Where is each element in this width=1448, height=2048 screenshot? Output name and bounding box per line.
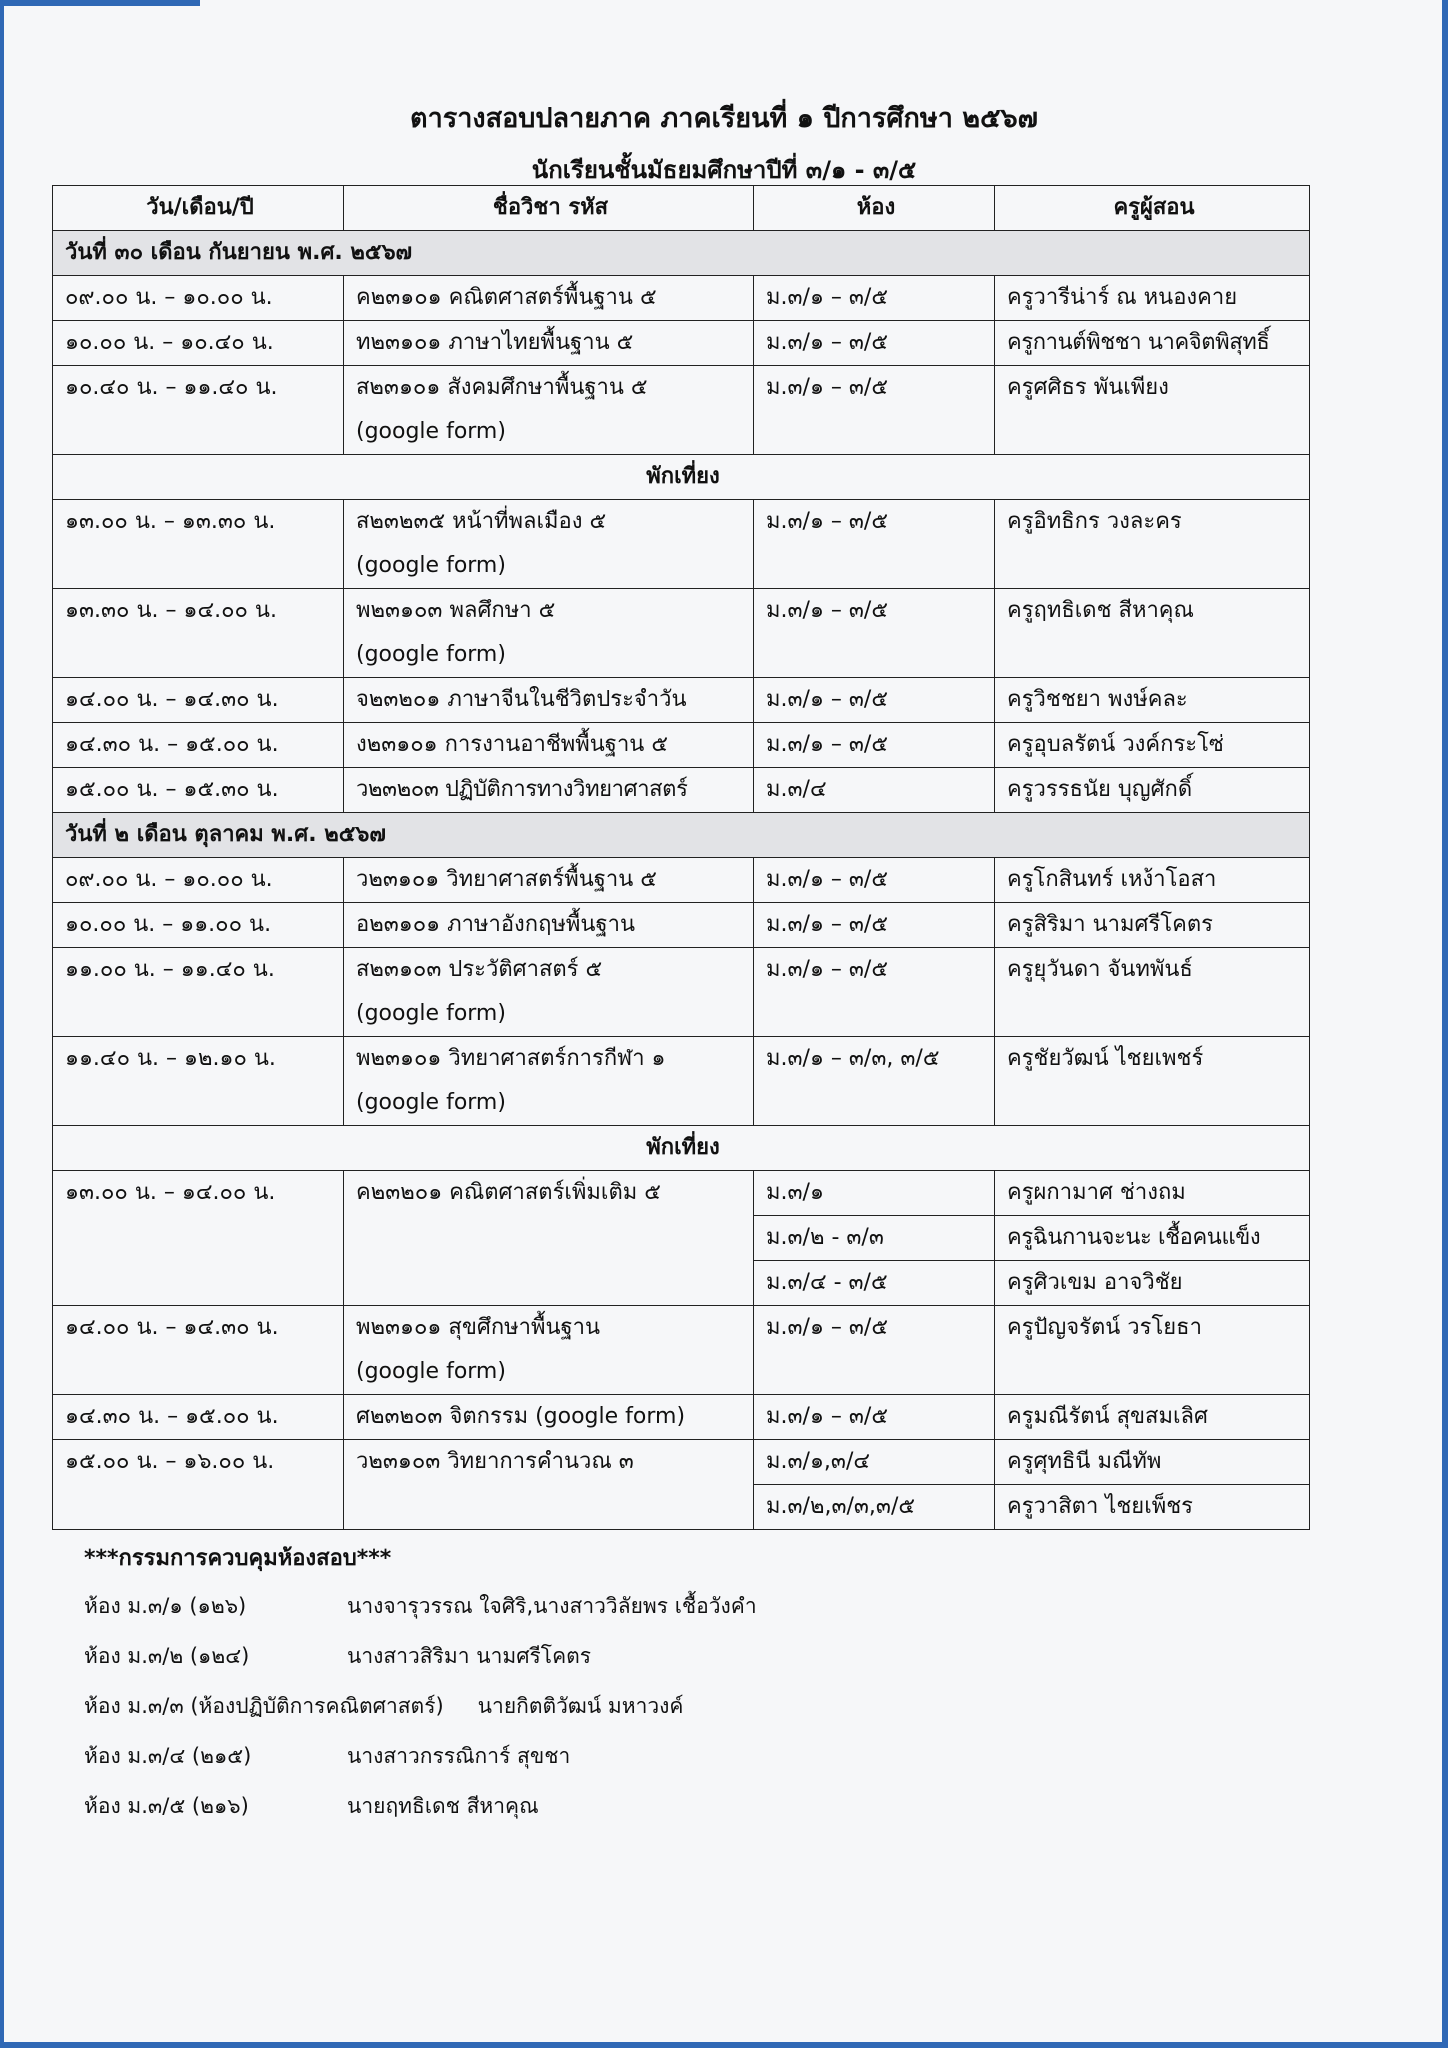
exam-format-note: (google form) <box>356 553 506 578</box>
exam-room: ม.๓/๑ – ๓/๕ <box>754 500 995 589</box>
table-row <box>53 500 1310 589</box>
exam-time: ๑๓.๓๐ น. – ๑๔.๐๐ น. <box>53 589 344 678</box>
exam-teacher: ครูยุวันดา จันทพันธ์ <box>995 948 1310 1037</box>
page-title: ตารางสอบปลายภาค ภาคเรียนที่ ๑ ปีการศึกษา ๒๕๖๗ <box>410 103 1038 134</box>
table-row <box>53 768 1310 813</box>
exam-room: ม.๓/๑ – ๓/๕ <box>754 678 995 723</box>
exam-room: ม.๓/๑ – ๓/๕ <box>754 589 995 678</box>
exam-room: ม.๓/๑ – ๓/๕ <box>754 276 995 321</box>
exam-subject: จ๒๓๒๐๑ ภาษาจีนในชีวิตประจำวัน <box>344 678 754 723</box>
scan-edge-right <box>1442 0 1448 2048</box>
exam-room: ม.๓/๑,๓/๔ <box>754 1440 995 1485</box>
exam-subject: ส๒๓๑๐๑ สังคมศึกษาพื้นฐาน ๕ <box>356 375 648 400</box>
exam-subject: ว๒๓๑๐๓ วิทยาการคำนวณ ๓ <box>344 1440 754 1530</box>
lunch-break-label: พักเที่ยง <box>53 455 1310 500</box>
exam-teacher: ครูวิชชยา พงษ์คละ <box>995 678 1310 723</box>
table-row <box>53 1306 1310 1395</box>
exam-teacher: ครูโกสินทร์ เหง้าโอสา <box>995 858 1310 903</box>
exam-teacher: ครูอุบลรัตน์ วงค์กระโซ่ <box>995 723 1310 768</box>
column-header-room: ห้อง <box>754 186 995 231</box>
proctor-row <box>84 1640 591 1673</box>
exam-teacher: ครูศุทธินี มณีทัพ <box>995 1440 1310 1485</box>
column-header-date: วัน/เดือน/ปี <box>53 186 344 231</box>
exam-teacher: ครูอิทธิกร วงละคร <box>995 500 1310 589</box>
exam-subject-cell <box>344 1306 754 1395</box>
scan-edge-left <box>0 0 4 2048</box>
exam-time: ๑๔.๓๐ น. – ๑๕.๐๐ น. <box>53 723 344 768</box>
proctor-room: ห้อง ม.๓/๒ (๑๒๔) <box>84 1644 250 1668</box>
date-row-day1 <box>53 231 1310 276</box>
proctor-row <box>84 1790 539 1823</box>
exam-subject: ง๒๓๑๐๑ การงานอาชีพพื้นฐาน ๕ <box>344 723 754 768</box>
exam-time: ๐๙.๐๐ น. – ๑๐.๐๐ น. <box>53 276 344 321</box>
exam-format-note: (google form) <box>356 1001 506 1026</box>
exam-subject: พ๒๓๑๐๑ สุขศึกษาพื้นฐาน <box>356 1315 601 1340</box>
table-row <box>53 723 1310 768</box>
exam-subject-cell <box>344 1037 754 1126</box>
table-row <box>53 948 1310 1037</box>
page-subtitle: นักเรียนชั้นมัธยมศึกษาปีที่ ๓/๑ - ๓/๕ <box>531 156 917 184</box>
proctor-room: ห้อง ม.๓/๑ (๑๒๖) <box>84 1594 247 1618</box>
exam-subject: ส๒๓๑๐๓ ประวัติศาสตร์ ๕ <box>356 957 603 982</box>
exam-time: ๑๑.๐๐ น. – ๑๑.๔๐ น. <box>53 948 344 1037</box>
exam-format-note: (google form) <box>356 1090 506 1115</box>
table-row <box>53 321 1310 366</box>
exam-subject: ท๒๓๑๐๑ ภาษาไทยพื้นฐาน ๕ <box>344 321 754 366</box>
exam-room: ม.๓/๑ – ๓/๕ <box>754 723 995 768</box>
table-row <box>53 678 1310 723</box>
date-label: วันที่ ๓๐ เดือน กันยายน พ.ศ. ๒๕๖๗ <box>53 231 1310 276</box>
lunch-break-row <box>53 455 1310 500</box>
proctor-room: ห้อง ม.๓/๓ (ห้องปฏิบัติการคณิตศาสตร์) <box>84 1694 444 1718</box>
exam-teacher: ครูศศิธร พันเพียง <box>995 366 1310 455</box>
exam-subject-cell <box>344 589 754 678</box>
exam-subject-cell <box>344 500 754 589</box>
exam-time: ๑๓.๐๐ น. – ๑๓.๓๐ น. <box>53 500 344 589</box>
exam-time: ๑๑.๔๐ น. – ๑๒.๑๐ น. <box>53 1037 344 1126</box>
exam-room: ม.๓/๔ - ๓/๕ <box>754 1261 995 1306</box>
exam-teacher: ครูฤทธิเดช สีหาคุณ <box>995 589 1310 678</box>
exam-room: ม.๓/๑ – ๓/๕ <box>754 366 995 455</box>
exam-teacher: ครูมณีรัตน์ สุขสมเลิศ <box>995 1395 1310 1440</box>
exam-format-note: (google form) <box>356 419 506 444</box>
table-row <box>53 1171 1310 1216</box>
scan-edge-bottom <box>0 2042 1448 2048</box>
table-row <box>53 1440 1310 1485</box>
proctor-names: นายฤทธิเดช สีหาคุณ <box>347 1794 539 1818</box>
table-row <box>53 1395 1310 1440</box>
exam-room: ม.๓/๑ – ๓/๕ <box>754 858 995 903</box>
column-header-teacher: ครูผู้สอน <box>995 186 1310 231</box>
exam-subject: ว๒๓๑๐๑ วิทยาศาสตร์พื้นฐาน ๕ <box>344 858 754 903</box>
table-row <box>53 589 1310 678</box>
exam-subject: ค๒๓๑๐๑ คณิตศาสตร์พื้นฐาน ๕ <box>344 276 754 321</box>
exam-time: ๑๕.๐๐ น. – ๑๕.๓๐ น. <box>53 768 344 813</box>
exam-time: ๑๐.๐๐ น. – ๑๐.๔๐ น. <box>53 321 344 366</box>
exam-room: ม.๓/๒ - ๓/๓ <box>754 1216 995 1261</box>
proctor-row <box>84 1740 570 1773</box>
column-header-subject: ชื่อวิชา รหัส <box>344 186 754 231</box>
proctor-names: นายกิตติวัฒน์ มหาวงค์ <box>477 1694 684 1718</box>
exam-teacher: ครูผกามาศ ช่างถม <box>995 1171 1310 1216</box>
exam-format-note: (google form) <box>356 642 506 667</box>
date-row-day2 <box>53 813 1310 858</box>
exam-subject: ว๒๓๒๐๓ ปฏิบัติการทางวิทยาศาสตร์ <box>344 768 754 813</box>
table-header-row <box>53 186 1310 231</box>
exam-teacher: ครูชัยวัฒน์ ไชยเพชร์ <box>995 1037 1310 1126</box>
proctor-row <box>84 1590 757 1623</box>
exam-room: ม.๓/๑ – ๓/๕ <box>754 903 995 948</box>
proctor-names: นางสาวกรรณิการ์ สุขชา <box>347 1744 571 1768</box>
proctor-names: นางจารุวรรณ ใจศิริ,นางสาววิลัยพร เชื้อวังคำ <box>347 1594 757 1618</box>
exam-teacher: ครูศิวเขม อาจวิชัย <box>995 1261 1310 1306</box>
exam-room: ม.๓/๑ – ๓/๕ <box>754 948 995 1037</box>
exam-subject: พ๒๓๑๐๓ พลศึกษา ๕ <box>356 598 556 623</box>
exam-room: ม.๓/๑ <box>754 1171 995 1216</box>
exam-time: ๑๓.๐๐ น. – ๑๔.๐๐ น. <box>53 1171 344 1306</box>
proctor-names: นางสาวสิริมา นามศรีโคตร <box>347 1644 592 1668</box>
table-row <box>53 858 1310 903</box>
proctor-row <box>84 1690 683 1723</box>
exam-teacher: ครูวรรธนัย บุญศักดิ์ <box>995 768 1310 813</box>
date-label: วันที่ ๒ เดือน ตุลาคม พ.ศ. ๒๕๖๗ <box>53 813 1310 858</box>
exam-room: ม.๓/๑ – ๓/๕ <box>754 1306 995 1395</box>
exam-schedule-table <box>52 185 1310 1530</box>
exam-room: ม.๓/๑ – ๓/๕ <box>754 321 995 366</box>
exam-subject: พ๒๓๑๐๑ วิทยาศาสตร์การกีฬา ๑ <box>356 1046 666 1071</box>
exam-subject-cell <box>344 948 754 1037</box>
lunch-break-label: พักเที่ยง <box>53 1126 1310 1171</box>
exam-subject: อ๒๓๑๐๑ ภาษาอังกฤษพื้นฐาน <box>344 903 754 948</box>
exam-room: ม.๓/๑ – ๓/๕ <box>754 1395 995 1440</box>
proctor-heading: ***กรรมการควบคุมห้องสอบ*** <box>84 1546 392 1571</box>
exam-room: ม.๓/๒,๓/๓,๓/๕ <box>754 1485 995 1530</box>
scan-edge-top <box>0 0 200 6</box>
exam-room: ม.๓/๑ – ๓/๓, ๓/๕ <box>754 1037 995 1126</box>
table-row <box>53 276 1310 321</box>
exam-teacher: ครูวารีน่าร์ ณ หนองคาย <box>995 276 1310 321</box>
exam-time: ๑๐.๐๐ น. – ๑๑.๐๐ น. <box>53 903 344 948</box>
exam-time: ๑๔.๓๐ น. – ๑๕.๐๐ น. <box>53 1395 344 1440</box>
table-row <box>53 903 1310 948</box>
exam-teacher: ครูกานต์พิชชา นาคจิตพิสุทธิ์ <box>995 321 1310 366</box>
exam-teacher: ครูฉินกานจะนะ เชื้อคนแข็ง <box>995 1216 1310 1261</box>
exam-subject: ศ๒๓๒๐๓ จิตกรรม (google form) <box>344 1395 754 1440</box>
exam-format-note: (google form) <box>356 1359 506 1384</box>
table-row <box>53 1037 1310 1126</box>
proctor-room: ห้อง ม.๓/๕ (๒๑๖) <box>84 1794 249 1818</box>
exam-subject: ค๒๓๒๐๑ คณิตศาสตร์เพิ่มเติม ๕ <box>344 1171 754 1306</box>
exam-subject: ส๒๓๒๓๕ หน้าที่พลเมือง ๕ <box>356 509 607 534</box>
exam-subject-cell <box>344 366 754 455</box>
exam-teacher: ครูวาสิตา ไชยเพ็ชร <box>995 1485 1310 1530</box>
exam-time: ๐๙.๐๐ น. – ๑๐.๐๐ น. <box>53 858 344 903</box>
proctor-room: ห้อง ม.๓/๔ (๒๑๕) <box>84 1744 252 1768</box>
exam-time: ๑๐.๔๐ น. – ๑๑.๔๐ น. <box>53 366 344 455</box>
exam-teacher: ครูสิริมา นามศรีโคตร <box>995 903 1310 948</box>
exam-time: ๑๕.๐๐ น. – ๑๖.๐๐ น. <box>53 1440 344 1530</box>
exam-room: ม.๓/๔ <box>754 768 995 813</box>
lunch-break-row <box>53 1126 1310 1171</box>
exam-teacher: ครูปัญจรัตน์ วรโยธา <box>995 1306 1310 1395</box>
table-row <box>53 366 1310 455</box>
exam-time: ๑๔.๐๐ น. – ๑๔.๓๐ น. <box>53 1306 344 1395</box>
exam-time: ๑๔.๐๐ น. – ๑๔.๓๐ น. <box>53 678 344 723</box>
